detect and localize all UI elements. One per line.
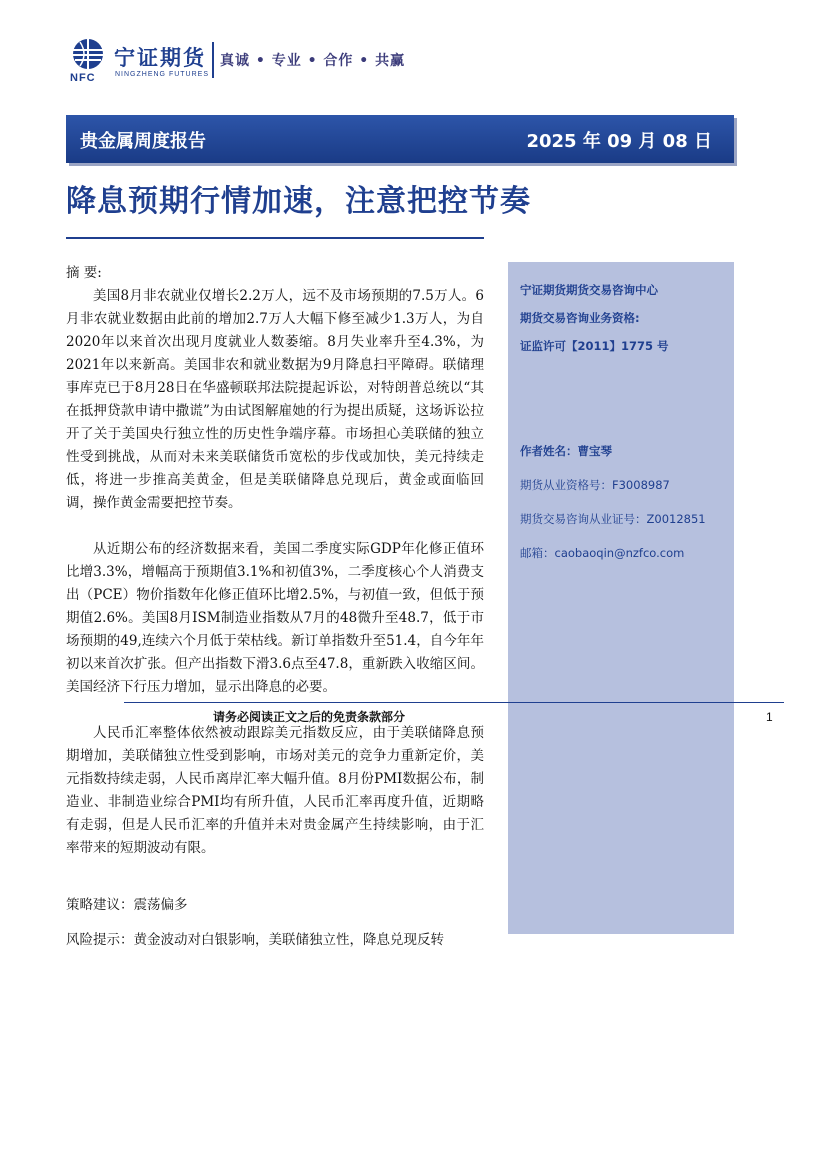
risk-warning: 风险提示：黄金波动对白银影响，美联储独立性，降息兑现反转 — [66, 932, 444, 948]
summary-label: 摘 要: — [66, 265, 102, 281]
sidebar-org-block — [520, 276, 669, 360]
strategy-advice: 策略建议：震荡偏多 — [66, 897, 188, 913]
sidebar-author-name: 作者姓名：曹宝琴 — [520, 444, 612, 458]
page-number: 1 — [766, 710, 773, 724]
title-divider — [66, 237, 484, 239]
logo-divider — [212, 42, 214, 78]
sidebar-author-block — [520, 434, 706, 570]
logo-name-en: NINGZHENG FUTURES — [115, 71, 209, 78]
sidebar-org-name: 宁证期货期货交易咨询中心 — [520, 283, 658, 297]
logo-slogan: 真诚 • 专业 • 合作 • 共赢 — [220, 53, 406, 69]
logo-abbr: NFC — [70, 72, 96, 84]
footer-disclaimer: 请务必阅读正文之后的免责条款部分 — [213, 710, 406, 724]
summary-paragraph-3: 人民币汇率整体依然被动跟踪美元指数反应，由于美联储降息预期增加，美联储独立性受到影响，市场对美元的竞争力重新定价，美元指数持续走弱，人民币离岸汇率大幅升值。8月份PMI数据公布，制造业、非制造业综合PMI均有所升值，人民币汇率再度升值，近期略有走弱，但是人民币汇率的升值并未对贵金属产生持续影响，由于汇率带来的短期波动有限。 — [66, 725, 484, 856]
logo-name-cn: 宁证期货 — [114, 46, 206, 70]
summary-paragraph-1: 美国8月非农就业仅增长2.2万人，远不及市场预期的7.5万人。6月非农就业数据由此前的增加2.7万人大幅下修至减少1.3万人，为自2020年以来首次出现月度就业人数萎缩。8月失业率升至4.3%，为2021年以来新高。美国非农和就业数据为9月降息扫平障碍。联储理事库克已于8月28日在华盛顿联邦法院提起诉讼，对特朗普总统以“其在抵押贷款申请中撒谎”为由试图解雇她的行为提出质疑，这场诉讼拉开了关于美国央行独立性的历史性争端序幕。市场担心美联储的独立性受到挑战，从而对未来美联储货币宽松的步伐或加快，美元持续走低，将进一步推高美黄金，但是美联储降息兑现后，黄金或面临回调，操作黄金需要把控节奏。 — [66, 288, 484, 511]
summary-section — [66, 262, 484, 952]
sidebar-consult-no: 期货交易咨询从业证号：Z0012851 — [520, 512, 706, 526]
sidebar-qualification: 期货交易咨询业务资格: — [520, 311, 640, 325]
footer-divider — [124, 702, 784, 703]
page-title: 降息预期行情加速，注意把控节奏 — [66, 184, 531, 219]
sidebar-email[interactable]: 邮箱：caobaoqin@nzfco.com — [520, 546, 685, 560]
sidebar-practice-no: 期货从业资格号：F3008987 — [520, 478, 670, 492]
summary-paragraph-2: 从近期公布的经济数据来看，美国二季度实际GDP年化修正值环比增3.3%，增幅高于预期值3.1%和初值3%，二季度核心个人消费支出（PCE）物价指数年化修正值环比增2.5%，与初值一致，但低于预期值2.6%。美国8月ISM制造业指数从7月的48微升至48.7，低于市场预期的49,连续六个月低于荣枯线。新订单指数升至51.4，自今年年初以来首次扩张。但产出指数下滑3.6点至47.8，重新跌入收缩区间。美国经济下行压力增加，显示出降息的必要。 — [66, 541, 484, 695]
report-date: 2025 年 09 月 08 日 — [526, 131, 712, 152]
info-sidebar — [508, 262, 734, 934]
report-type: 贵金属周度报告 — [80, 131, 206, 152]
company-logo — [68, 38, 408, 88]
report-header-bar — [66, 115, 734, 163]
sidebar-license: 证监许可【2011】1775 号 — [520, 339, 669, 353]
